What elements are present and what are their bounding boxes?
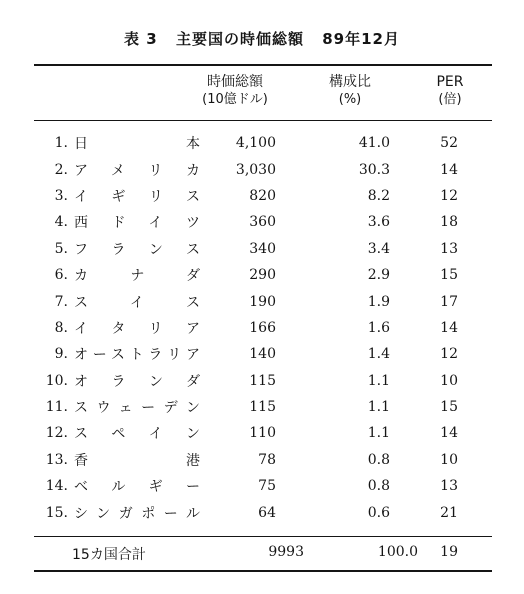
row-number: 9. [54,346,68,363]
per-value: 14 [440,161,458,178]
header-share-label: 構成比 [329,74,371,90]
per-value: 14 [440,425,458,442]
share-value: 1.4 [367,346,390,363]
country-name [74,420,206,446]
country-name-text: フランス [74,241,200,258]
table-number: 表 3 [124,30,158,48]
table-row [34,288,492,314]
country-name [74,130,206,156]
table-row [34,394,492,420]
row-number: 13. [45,451,68,468]
market-cap-value: 75 [258,478,276,495]
per-value: 13 [440,478,458,495]
market-cap-value: 140 [249,346,276,363]
row-number: 7. [54,293,68,310]
share-value: 3.6 [367,214,390,231]
per-value: 14 [440,319,458,336]
row-number: 4. [54,214,68,231]
header-share [310,74,390,108]
per-value: 15 [440,267,458,284]
table-row [34,368,492,394]
market-cap-value: 78 [258,451,276,468]
table-row [34,130,492,156]
header-per-unit: (倍) [438,92,462,107]
country-name-text: スイス [74,294,200,311]
market-cap-value: 110 [249,425,276,442]
market-cap-value: 340 [249,240,276,257]
table-row [34,447,492,473]
header-per-label: PER [436,74,464,90]
top-rule [34,64,492,66]
country-name [74,156,206,182]
market-cap-value: 64 [258,504,276,521]
row-number: 8. [54,319,68,336]
market-cap-value: 115 [249,372,276,389]
per-value: 17 [440,293,458,310]
table-title [0,28,524,49]
share-value: 3.4 [367,240,390,257]
total-rule [34,536,492,537]
country-name-text: スウェーデン [74,400,200,417]
total-row [34,544,492,568]
row-number: 12. [45,425,68,442]
country-name-text: イギリス [74,188,200,205]
country-name-text: カナダ [74,268,200,285]
total-per: 19 [440,544,458,560]
row-number: 2. [54,161,68,178]
country-name [74,315,206,341]
country-name [74,262,206,288]
country-name-text: アメリカ [74,162,200,179]
per-value: 12 [440,346,458,363]
per-value: 21 [440,504,458,521]
row-number: 6. [54,267,68,284]
share-value: 30.3 [358,161,390,178]
table-row [34,420,492,446]
market-cap-value: 115 [249,399,276,416]
share-value: 1.6 [367,319,390,336]
share-value: 1.9 [367,293,390,310]
table-date: 89年12月 [322,30,400,48]
header-share-unit: (%) [338,92,362,107]
country-name-text: シンガポール [74,505,200,522]
share-value: 0.8 [367,451,390,468]
header-market-cap [185,74,285,108]
table-row [34,473,492,499]
market-cap-value: 4,100 [235,135,276,152]
row-number: 11. [45,399,68,416]
table-row [34,236,492,262]
bottom-rule [34,570,492,572]
market-cap-value: 820 [249,187,276,204]
country-name-text: 日本 [74,136,200,153]
table-row [34,262,492,288]
country-name-text: 西ドイツ [74,215,200,232]
share-value: 0.8 [367,478,390,495]
per-value: 13 [440,240,458,257]
per-value: 12 [440,187,458,204]
share-value: 41.0 [358,135,390,152]
country-name-text: 香港 [74,452,200,469]
table-row [34,315,492,341]
share-value: 2.9 [367,267,390,284]
row-number: 1. [54,135,68,152]
country-name-text: オランダ [74,373,200,390]
market-cap-value: 290 [249,267,276,284]
header-market-cap-label: 時価総額 [207,74,263,90]
country-name [74,209,206,235]
country-name [74,368,206,394]
market-cap-value: 3,030 [235,161,276,178]
table-caption: 主要国の時価総額 [175,30,304,48]
country-name [74,394,206,420]
country-name-text: オーストラリア [74,347,200,364]
row-number: 15. [45,504,68,521]
share-value: 0.6 [367,504,390,521]
country-name [74,499,206,525]
country-name-text: スペイン [74,426,200,443]
header-per [420,74,480,108]
country-name [74,183,206,209]
table-row [34,499,492,525]
country-name-text: イタリア [74,320,200,337]
country-name [74,288,206,314]
row-number: 14. [45,478,68,495]
row-number: 3. [54,187,68,204]
share-value: 1.1 [367,425,390,442]
row-number: 10. [45,372,68,389]
per-value: 10 [440,451,458,468]
total-label: 15カ国合計 [72,547,146,563]
market-cap-table [34,130,492,526]
share-value: 8.2 [367,187,390,204]
table-row [34,183,492,209]
per-value: 18 [440,214,458,231]
header-market-cap-unit: (10億ドル) [202,92,268,107]
header-rule [34,120,492,121]
country-name [74,236,206,262]
market-cap-value: 360 [249,214,276,231]
per-value: 52 [440,135,458,152]
total-share: 100.0 [377,544,418,560]
per-value: 10 [440,372,458,389]
country-name [74,473,206,499]
share-value: 1.1 [367,372,390,389]
share-value: 1.1 [367,399,390,416]
market-cap-value: 190 [249,293,276,310]
country-name [74,447,206,473]
country-name [74,341,206,367]
country-name-text: ベルギー [74,479,200,496]
market-cap-value: 166 [249,319,276,336]
table-row [34,341,492,367]
table-row [34,156,492,182]
table-row [34,209,492,235]
row-number: 5. [54,240,68,257]
per-value: 15 [440,399,458,416]
total-market-cap: 9993 [268,544,304,560]
